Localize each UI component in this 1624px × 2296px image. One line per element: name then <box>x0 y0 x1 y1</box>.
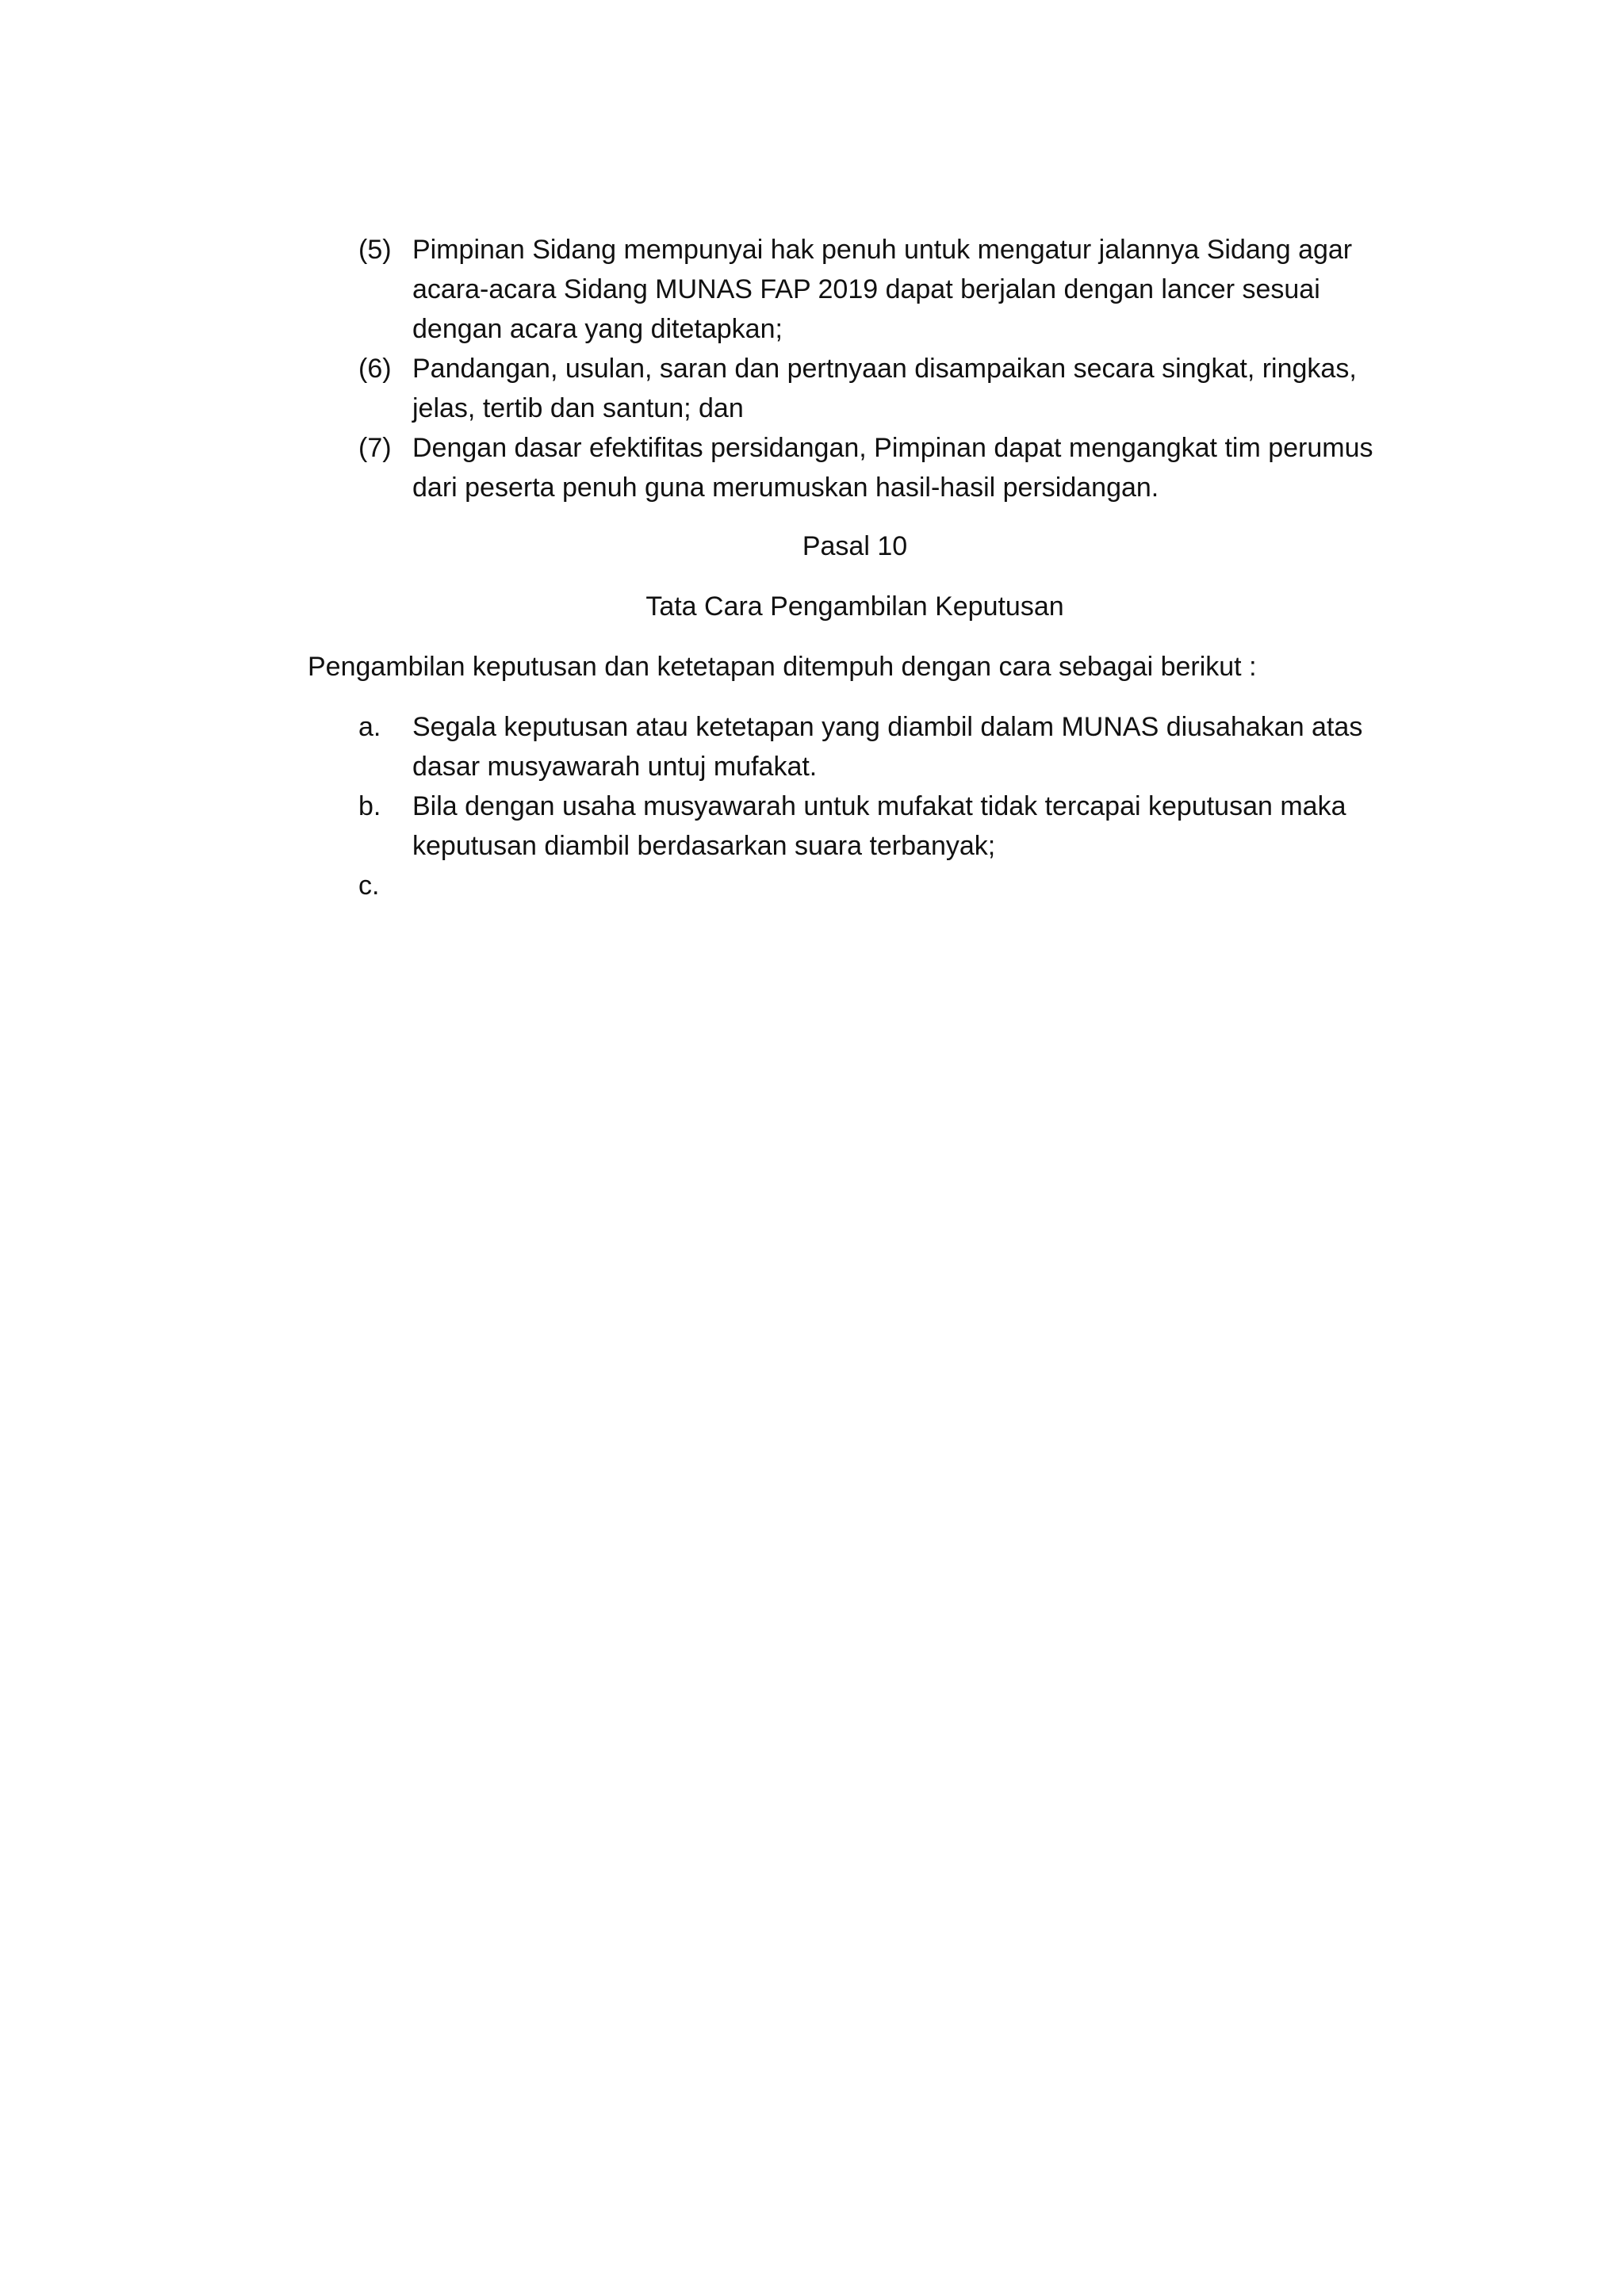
list-marker: a. <box>358 712 381 742</box>
list-item <box>358 786 1402 866</box>
document-content <box>308 230 1402 905</box>
list-marker: b. <box>358 791 381 821</box>
intro-paragraph: Pengambilan keputusan dan ketetapan ditempuh dengan cara sebagai berikut : <box>308 652 1257 682</box>
list-item-text: Pimpinan Sidang mempunyai hak penuh untuk mengatur jalannya Sidang agar acara-acara Sidang MUNAS FAP 2019 dapat berjalan dengan lancer sesuai dengan acara yang ditetapkan; <box>412 235 1353 344</box>
list-marker: (5) <box>358 235 392 265</box>
article-title: Pasal 10 <box>802 531 908 561</box>
article-subtitle: Tata Cara Pengambilan Keputusan <box>645 591 1064 622</box>
lettered-list <box>358 707 1402 905</box>
list-item-text: Bila dengan usaha musyawarah untuk mufakat tidak tercapai keputusan maka keputusan diambil berdasarkan suara terbanyak; <box>412 791 1346 861</box>
list-item <box>358 230 1402 349</box>
list-item-text: Pandangan, usulan, saran dan pertnyaan disampaikan secara singkat, ringkas, jelas, tertib dan santun; dan <box>412 354 1357 423</box>
list-item <box>358 349 1402 428</box>
list-marker: (6) <box>358 354 392 384</box>
list-item <box>358 866 1402 905</box>
list-item-text <box>412 866 1402 905</box>
list-item-text: Segala keputusan atau ketetapan yang diambil dalam MUNAS diusahakan atas dasar musyawarah untuj mufakat. <box>412 712 1363 782</box>
numbered-list <box>358 230 1402 507</box>
list-marker: c. <box>358 871 380 901</box>
list-item <box>358 707 1402 786</box>
list-marker: (7) <box>358 433 392 463</box>
list-item-text: Dengan dasar efektifitas persidangan, Pimpinan dapat mengangkat tim perumus dari peserta penuh guna merumuskan hasil-hasil persidangan. <box>412 433 1373 503</box>
list-item <box>358 428 1402 507</box>
